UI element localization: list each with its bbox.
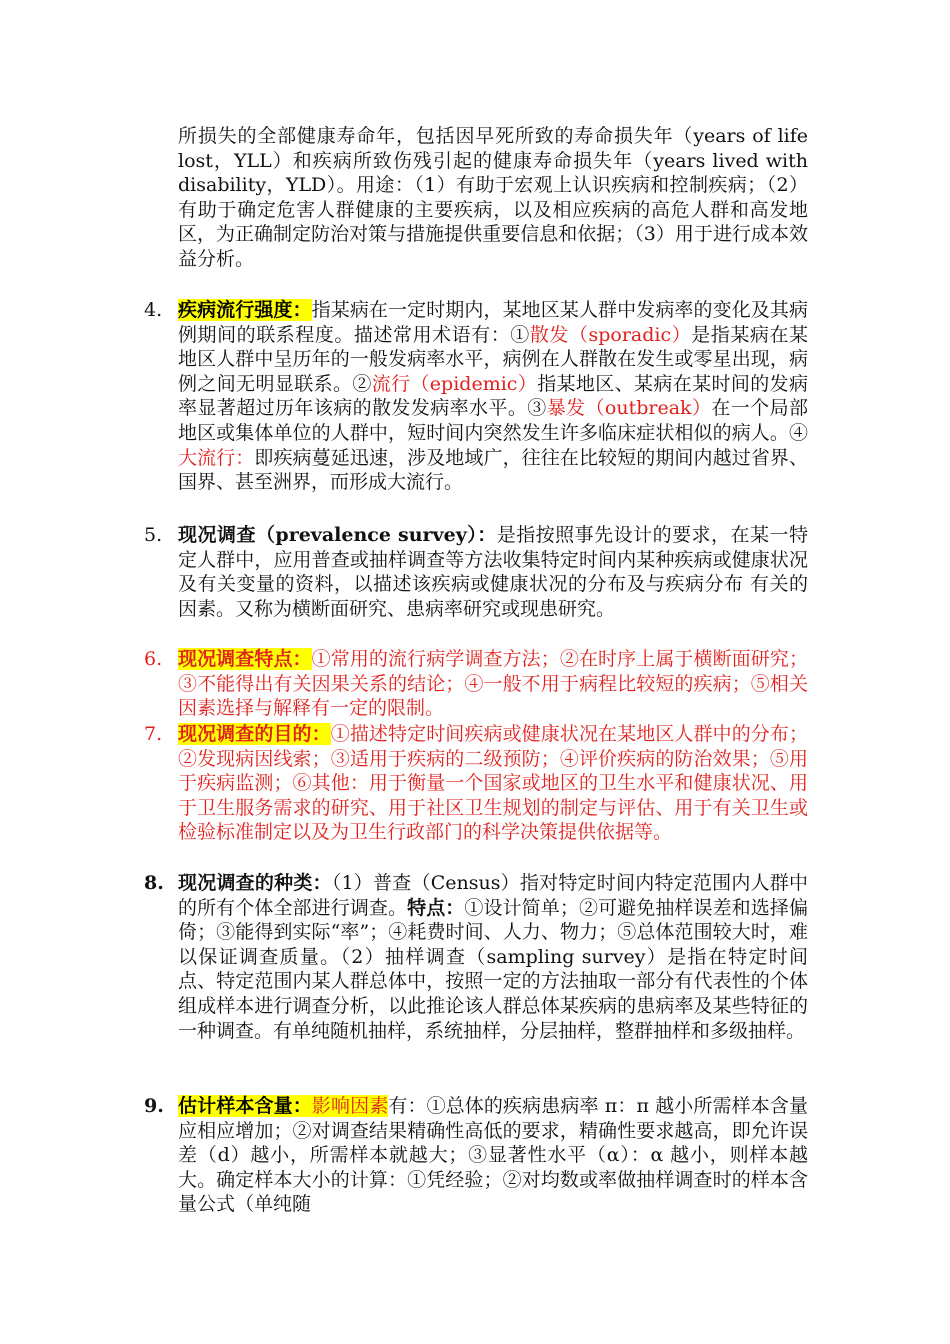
item-8 (144, 871, 808, 1043)
item-7 (144, 722, 808, 845)
term-epidemic: 流行（epidemic） (371, 372, 538, 395)
item-text: ①设计简单；②可避免抽样误差和选择偏倚；③能得到实际“率”；④耗费时间、人力、物力；⑤总体范围较大时，难以保证调查质量。（2）抽样调查（sampling survey）是指在特定时间点、特定范围内某人群总体中，按照一定的方法抽取一部分有代表性的个体组成样本进行调查分析，以此推论该人群总体某疾病的患病率及某些特征的一种调查。有单纯随机抽样，系统抽样，分层抽样，整群抽样和多级抽样。 (178, 896, 808, 1042)
term-heading: 现况调查特点： (178, 648, 312, 670)
term-heading: 现况调查的种类： (178, 872, 332, 894)
term-pandemic: 大流行： (178, 446, 255, 469)
influence-factors-label: 影响因素 (311, 1095, 389, 1117)
item-number: 7. (144, 723, 163, 745)
item-text: 在一个局部地区或集体单位的人群中，短时间内突然发生许多临床症状相似的病人。④ (178, 397, 808, 444)
features-label: 特点： (407, 896, 465, 919)
item-5 (144, 523, 808, 621)
item-number: 9. (144, 1095, 164, 1117)
item-text: 是指按照事先设计的要求，在某一特定人群中，应用普查或抽样调查等方法收集特定时间内某种疾病或健康状况及有关变量的资料，以描述该疾病或健康状况的分布及与疾病分布 有关的因素。又称为横断面研究、患病率研究或现患研究。 (178, 524, 808, 620)
item-number: 5. (144, 524, 163, 546)
item-text: ①常用的流行病学调查方法；②在时序上属于横断面研究；③不能得出有关因果关系的结论；④一般不用于病程比较短的疾病；⑤相关因素选择与解释有一定的限制。 (178, 648, 808, 720)
item-text: 即疾病蔓延迅速，涉及地域广，往往在比较短的期间内越过省界、国界、甚至洲界，而形成大流行。 (178, 446, 808, 494)
term-heading: 疾病流行强度： (178, 299, 312, 321)
item-text: 是指某病在某地区人群中呈历年的一般发病率水平，病例在人群散在发生或零星出现，病例之间无明显联系。② (178, 323, 808, 395)
intro-paragraph: 所损失的全部健康寿命年，包括因早死所致的寿命损失年（years of life lost，YLL）和疾病所致伤残引起的健康寿命损失年（years lived with disability，YLD）。用途：（1）有助于宏观上认识疾病和控制疾病；（2）有助于确定危害人群健康的主要疾病，以及相应疾病的高危人群和高发地区，为正确制定防治对策与措施提供重要信息和依据；（3）用于进行成本效益分析。 (178, 125, 808, 270)
term-heading: 现况调查（prevalence survey）： (178, 524, 497, 546)
item-text: 指某地区、某病在某时间的发病率显著超过历年该病的散发发病率水平。③ (178, 372, 808, 420)
item-text: ①描述特定时间疾病或健康状况在某地区人群中的分布；②发现病因线索；③适用于疾病的二级预防；④评价疾病的防治效果；⑤用于疾病监测；⑥其他：用于衡量一个国家或地区的卫生水平和健康状况、用于卫生服务需求的研究、用于社区卫生规划的制定与评估、用于有关卫生或检验标准制定以及为卫生行政部门的科学决策提供依据等。 (178, 723, 808, 844)
item-4 (144, 298, 808, 495)
item-9 (144, 1094, 808, 1217)
term-sporadic: 散发（sporadic） (529, 323, 692, 346)
item-number: 8. (144, 872, 164, 894)
term-outbreak: 暴发（outbreak） (546, 397, 712, 420)
term-heading: 估计样本含量： (178, 1095, 312, 1117)
item-number: 6. (144, 648, 163, 670)
item-text: 有：①总体的疾病患病率 π：π 越小所需样本含量应相应增加；②对调查结果精确性高低的要求，精确性要求越高，即允许误差（d）越小，所需样本就越大；③显著性水平（α）：α 越小，则样本越大。确定样本大小的计算：①凭经验；②对均数或率做抽样调查时的样本含量公式（单纯随 (178, 1095, 808, 1216)
item-6 (144, 647, 808, 721)
item-text: （1）普查（Census）指对特定时间内特定范围内人群中的所有个体全部进行调查。 (178, 872, 808, 919)
item-number: 4. (144, 299, 163, 321)
term-heading: 现况调查的目的： (178, 723, 331, 745)
item-text: 指某病在一定时期内，某地区某人群中发病率的变化及其病例期间的联系程度。描述常用术语有：① (178, 299, 808, 346)
